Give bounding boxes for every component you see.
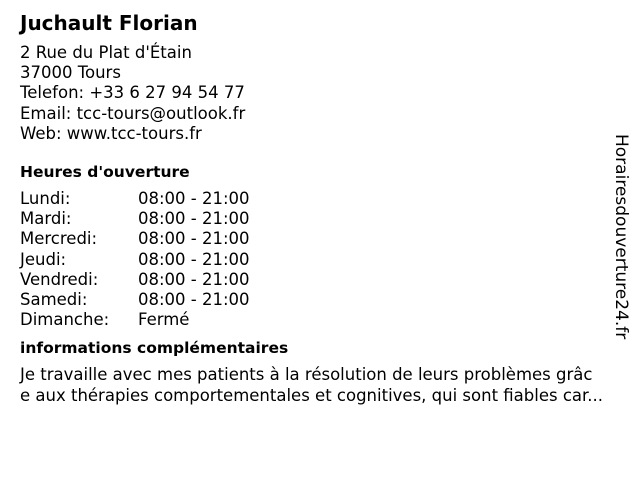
- time-value: 08:00 - 21:00: [138, 249, 250, 269]
- hours-row-wednesday: [20, 229, 620, 249]
- business-name: Juchault Florian: [20, 11, 198, 35]
- additional-info-heading: informations complémentaires: [20, 339, 289, 358]
- hours-row-tuesday: [20, 209, 620, 229]
- hours-row-monday: [20, 189, 620, 209]
- hours-row-friday: [20, 270, 620, 290]
- hours-row-saturday: [20, 290, 620, 310]
- hours-row-thursday: [20, 250, 620, 270]
- info-text-line: e aux thérapies comportementales et cognitives, qui sont fiables car...: [20, 386, 604, 406]
- day-label: Jeudi:: [20, 249, 67, 269]
- address-street: 2 Rue du Plat d'Étain: [20, 43, 192, 62]
- day-label: Vendredi:: [20, 269, 99, 289]
- email-address[interactable]: Email: tcc-tours@outlook.fr: [20, 103, 246, 123]
- time-value: 08:00 - 21:00: [138, 269, 250, 289]
- hours-row-sunday: [20, 310, 620, 330]
- website-link[interactable]: Web: www.tcc-tours.fr: [20, 123, 202, 143]
- day-label: Mardi:: [20, 209, 72, 229]
- address-city: 37000 Tours: [20, 63, 121, 83]
- phone-number[interactable]: Telefon: +33 6 27 94 54 77: [20, 83, 245, 103]
- day-label: Samedi:: [20, 289, 88, 309]
- day-label: Mercredi:: [20, 229, 98, 249]
- day-label: Lundi:: [20, 188, 71, 208]
- info-text-line: Je travaille avec mes patients à la résolution de leurs problèmes grâc: [20, 365, 593, 385]
- time-value: 08:00 - 21:00: [138, 209, 250, 229]
- additional-info-text: [20, 364, 630, 406]
- opening-hours-table: [20, 189, 620, 330]
- opening-hours-heading: Heures d'ouverture: [20, 162, 190, 181]
- time-value: 08:00 - 21:00: [138, 188, 250, 208]
- time-value: 08:00 - 21:00: [138, 229, 250, 249]
- contact-block: [20, 43, 620, 144]
- time-value: 08:00 - 21:00: [138, 289, 250, 309]
- site-watermark: Horairesdouverture24.fr: [611, 134, 631, 340]
- day-label: Dimanche:: [20, 310, 110, 330]
- time-value: Fermé: [138, 310, 190, 330]
